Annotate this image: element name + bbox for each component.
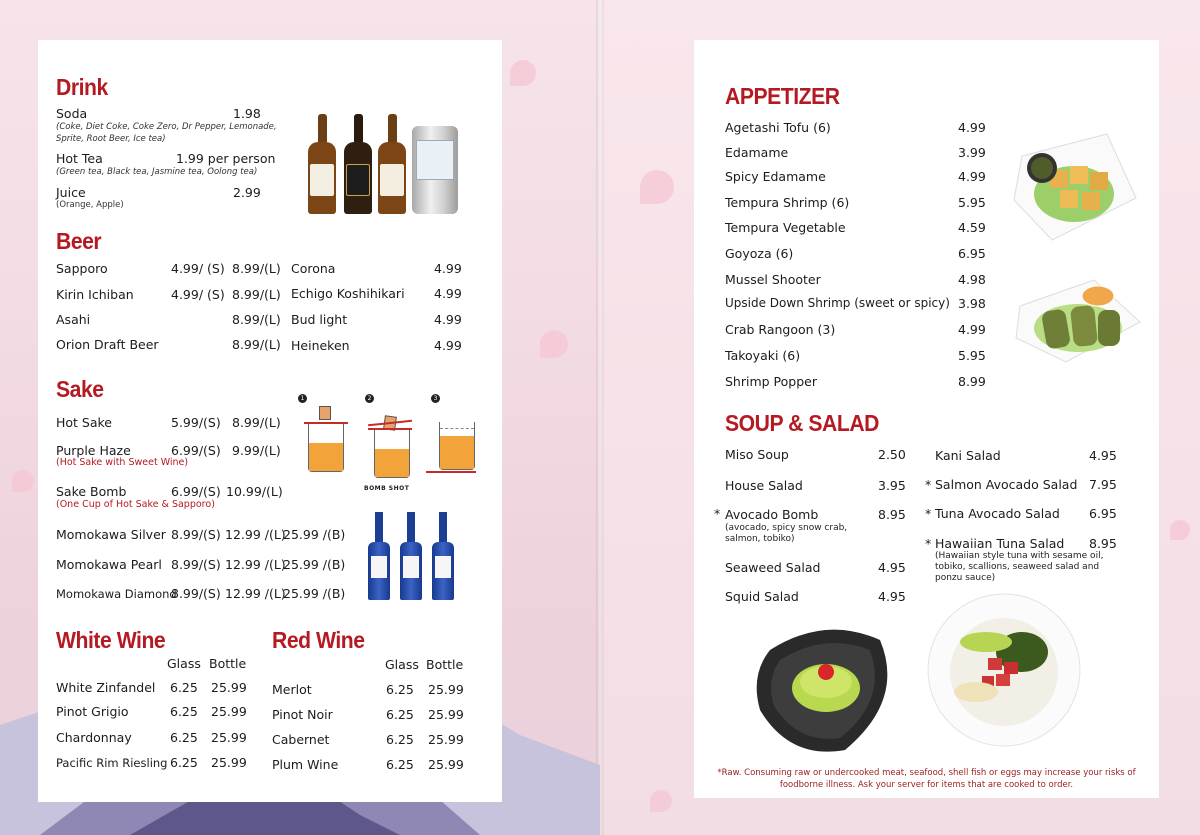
soup-salad-item-name: Squid Salad [725,589,799,604]
sake-pearl-small: 8.99/(S) [171,557,221,572]
beer-sapporo-small: 4.99/ (S) [171,261,225,276]
step-1-marker: 1 [298,394,307,403]
sake-silver-name: Momokawa Silver [56,527,166,542]
sake-bottle-icon [368,512,390,600]
beer-sapporo-large: 8.99/(L) [232,261,281,276]
beer-kirin-large: 8.99/(L) [232,287,281,302]
bomb-shot-caption: BOMB SHOT [364,485,410,492]
beer-corona-name: Corona [291,261,336,276]
red-wine-glass: 6.25 [386,757,414,772]
appetizer-item-name: Goyoza (6) [725,246,794,261]
red-wine-name: Merlot [272,682,312,697]
drink-juice-note: (Orange, Apple) [56,200,124,210]
appetizer-item-name: Mussel Shooter [725,272,821,287]
drink-soda-price: 1.98 [233,106,261,121]
beer-heineken-name: Heineken [291,338,350,353]
step-2-marker: 2 [365,394,374,403]
sake-purple-sub: (Hot Sake with Sweet Wine) [56,457,189,468]
beer-bottle-icon [378,114,406,214]
sake-pearl-bottle: 25.99 /(B) [283,557,346,572]
soup-salad-item-name: Avocado Bomb [725,507,819,522]
appetizer-item-price: 3.99 [958,145,986,160]
appetizer-heading: APPETIZER [725,83,840,109]
sake-heading: Sake [56,376,104,402]
soup-salad-item-sub-3: ponzu sauce) [935,573,996,583]
shot-glass-icon [319,406,331,420]
appetizer-item-price: 4.99 [958,120,986,135]
raw-star: * [925,506,932,521]
red-wine-glass: 6.25 [386,682,414,697]
food-page [694,40,1159,798]
hawaiian-salad-image [926,592,1082,748]
cherry-blossom-icon [540,330,568,358]
red-wine-name: Pinot Noir [272,707,333,722]
raw-star: * [925,477,932,492]
appetizer-item-name: Crab Rangoon (3) [725,322,836,337]
beer-heading: Beer [56,228,102,254]
appetizer-item-price: 5.95 [958,195,986,210]
white-wine-bottle: 25.99 [211,730,247,745]
drink-soda-name: Soda [56,106,88,121]
cherry-blossom-icon [1170,520,1190,540]
sake-silver-small: 8.99/(S) [171,527,221,542]
sake-silver-large: 12.99 /(L) [225,527,286,542]
appetizer-item-price: 8.99 [958,374,986,389]
red-wine-bottle: 25.99 [428,757,464,772]
soup-salad-item-price: 4.95 [878,589,906,604]
beer-heineken-price: 4.99 [434,338,462,353]
white-wine-bottle: 25.99 [211,680,247,695]
white-wine-name: White Zinfandel [56,680,156,695]
beer-bottle-icon [308,114,336,214]
cherry-blossom-icon [640,170,674,204]
sake-diamond-bottle: 25.99 /(B) [283,586,346,601]
red-wine-name: Plum Wine [272,757,339,772]
white-wine-glass-header: Glass [167,656,201,671]
beer-bottle-icon [344,114,372,214]
beer-budlight-price: 4.99 [434,312,462,327]
raw-star: * [714,506,721,521]
appetizer-item-name: Shrimp Popper [725,374,817,389]
avocado-bomb-image [750,620,900,760]
soup-salad-item-price: 4.95 [878,560,906,575]
appetizer-item-price: 5.95 [958,348,986,363]
beer-sapporo-name: Sapporo [56,261,108,276]
soup-salad-item-price: 8.95 [878,507,906,522]
cherry-blossom-icon [510,60,536,86]
white-wine-glass: 6.25 [170,730,198,745]
appetizer-item-name: Spicy Edamame [725,169,826,184]
sake-purple-name: Purple Haze [56,443,131,458]
red-wine-glass: 6.25 [386,732,414,747]
sake-hot-large: 8.99/(L) [232,415,281,430]
drink-soda-note-2: Sprite, Root Beer, Ice tea) [56,134,166,144]
beer-kirin-name: Kirin Ichiban [56,287,134,302]
appetizer-item-name: Tempura Vegetable [725,220,846,235]
soup-salad-item-sub: (Hawaiian style tuna with sesame oil, [935,551,1104,561]
appetizer-item-name: Upside Down Shrimp (sweet or spicy) [725,296,950,310]
beer-asahi-large: 8.99/(L) [232,312,281,327]
drink-hottea-name: Hot Tea [56,151,103,166]
beer-orion-large: 8.99/(L) [232,337,281,352]
drink-heading: Drink [56,74,108,100]
white-wine-bottle: 25.99 [211,704,247,719]
soup-salad-item-price: 4.95 [1089,448,1117,463]
raw-food-disclaimer: *Raw. Consuming raw or undercooked meat, seafood, shell fish or eggs may increase your risks of [717,768,1136,778]
white-wine-bottle-header: Bottle [209,656,247,671]
appetizer-item-price: 4.98 [958,272,986,287]
appetizer-item-price: 6.95 [958,246,986,261]
drink-soda-note: (Coke, Diet Coke, Coke Zero, Dr Pepper, Lemonade, [56,122,277,132]
soup-salad-item-name: Tuna Avocado Salad [935,506,1060,521]
drink-hottea-price: 1.99 per person [176,151,276,166]
soup-salad-item-sub: (avocado, spicy snow crab, [725,523,848,533]
beer-corona-price: 4.99 [434,261,462,276]
beer-can-icon [412,126,458,214]
red-wine-bottle-header: Bottle [426,657,464,672]
beer-bottles-image [308,110,468,214]
soup-salad-item-name: House Salad [725,478,803,493]
drink-juice-price: 2.99 [233,185,261,200]
sake-diamond-large: 12.99 /(L) [225,586,286,601]
appetizer-item-price: 4.59 [958,220,986,235]
step-3-marker: 3 [431,394,440,403]
sake-purple-large: 9.99/(L) [232,443,281,458]
soup-salad-item-price: 3.95 [878,478,906,493]
soup-salad-item-sub-2: tobiko, scallions, seaweed salad and [935,562,1100,572]
beer-kirin-small: 4.99/ (S) [171,287,225,302]
sake-bottle-icon [400,512,422,600]
beer-echigo-price: 4.99 [434,286,462,301]
raw-star: * [925,536,932,551]
beer-asahi-name: Asahi [56,312,91,327]
drinks-page [38,40,502,802]
sake-bottles-image [368,510,458,600]
appetizer-item-name: Tempura Shrimp (6) [725,195,850,210]
red-wine-glass-header: Glass [385,657,419,672]
white-wine-name: Pinot Grigio [56,704,129,719]
soup-salad-item-price: 8.95 [1089,536,1117,551]
sake-silver-bottle: 25.99 /(B) [283,527,346,542]
sake-hot-small: 5.99/(S) [171,415,221,430]
beer-glass-icon [374,430,410,478]
appetizer-item-price: 3.98 [958,296,986,311]
beer-orion-name: Orion Draft Beer [56,337,159,352]
appetizer-item-price: 4.99 [958,169,986,184]
sake-pearl-large: 12.99 /(L) [225,557,286,572]
sake-bomb-name: Sake Bomb [56,484,127,499]
soup-salad-item-name: Hawaiian Tuna Salad [935,536,1065,551]
tempura-roll-image [1014,276,1144,366]
sake-bottle-icon [432,512,454,600]
raw-food-disclaimer-2: foodborne illness. Ask your server for items that are cooked to order. [779,780,1074,790]
sake-hot-name: Hot Sake [56,415,112,430]
soup-salad-item-name: Kani Salad [935,448,1001,463]
soup-salad-item-price: 7.95 [1089,477,1117,492]
appetizer-item-name: Agetashi Tofu (6) [725,120,831,135]
soup-salad-item-price: 2.50 [878,447,906,462]
cherry-blossom-icon [650,790,672,812]
sake-diamond-name: Momokawa Diamond [56,587,177,601]
white-wine-heading: White Wine [56,627,166,653]
white-wine-glass: 6.25 [170,680,198,695]
white-wine-glass: 6.25 [170,755,198,770]
appetizer-item-price: 4.99 [958,322,986,337]
soup-salad-item-sub-2: salmon, tobiko) [725,534,795,544]
soup-salad-heading: SOUP & SALAD [725,410,879,436]
cherry-blossom-icon [12,470,34,492]
sake-bomb-small: 6.99/(S) [171,484,221,499]
drink-hottea-note: (Green tea, Black tea, Jasmine tea, Oolong tea) [56,167,258,177]
sake-pearl-name: Momokawa Pearl [56,557,162,572]
soup-salad-item-name: Seaweed Salad [725,560,821,575]
sake-bomb-large: 10.99/(L) [226,484,283,499]
red-wine-bottle: 25.99 [428,707,464,722]
white-wine-glass: 6.25 [170,704,198,719]
soup-salad-item-name: Salmon Avocado Salad [935,477,1078,492]
sake-bomb-diagram [296,392,486,502]
beer-echigo-name: Echigo Koshihikari [291,286,405,301]
sake-bomb-sub: (One Cup of Hot Sake & Sapporo) [56,499,215,510]
red-wine-bottle: 25.99 [428,682,464,697]
beer-budlight-name: Bud light [291,312,348,327]
drink-juice-name: Juice [56,185,86,200]
appetizer-item-name: Takoyaki (6) [725,348,801,363]
beer-glass-icon [439,422,475,470]
soup-salad-item-price: 6.95 [1089,506,1117,521]
red-wine-glass: 6.25 [386,707,414,722]
beer-glass-icon [308,424,344,472]
white-wine-name: Pacific Rim Riesling [56,756,168,770]
sake-purple-small: 6.99/(S) [171,443,221,458]
chopsticks-icon [426,471,476,473]
white-wine-bottle: 25.99 [211,755,247,770]
red-wine-name: Cabernet [272,732,330,747]
soup-salad-item-name: Miso Soup [725,447,789,462]
red-wine-heading: Red Wine [272,627,365,653]
white-wine-name: Chardonnay [56,730,132,745]
red-wine-bottle: 25.99 [428,732,464,747]
appetizer-item-name: Edamame [725,145,789,160]
agedashi-tofu-image [1012,128,1142,246]
sake-diamond-small: 8.99/(S) [171,586,221,601]
